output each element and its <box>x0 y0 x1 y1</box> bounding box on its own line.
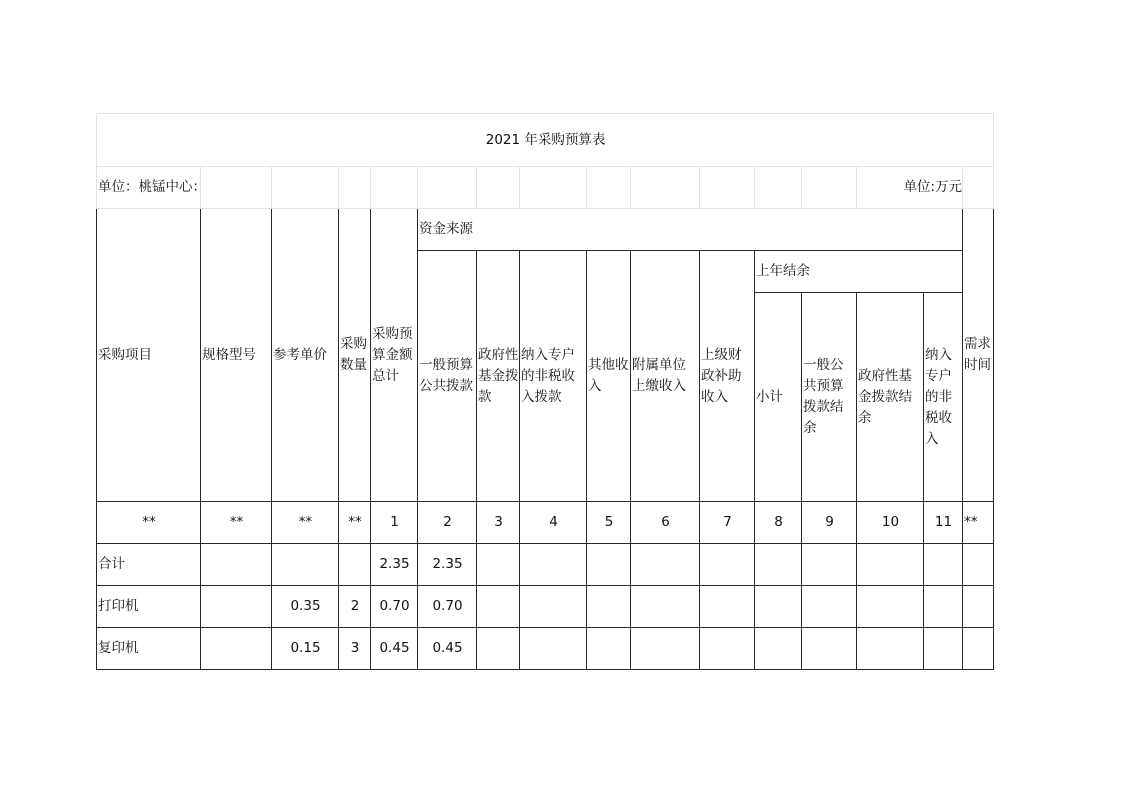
number-cell: 6 <box>631 502 700 544</box>
cell-total: 2.35 <box>371 544 418 586</box>
number-cell: ** <box>272 502 339 544</box>
cell-item: 合计 <box>97 544 201 586</box>
number-cell: 1 <box>371 502 418 544</box>
number-cell: 5 <box>587 502 631 544</box>
number-cell: 10 <box>857 502 924 544</box>
number-cell: 7 <box>700 502 755 544</box>
number-cell: 8 <box>755 502 802 544</box>
header-gov-fund-balance: 政府性基金拨款结余 <box>857 293 924 502</box>
cell-unit-price <box>272 544 339 586</box>
table-row <box>97 544 994 586</box>
header-gov-fund: 政府性基金拨款 <box>477 251 520 502</box>
cell-total: 0.70 <box>371 586 418 628</box>
number-cell: 9 <box>802 502 857 544</box>
header-other-income: 其他收入 <box>587 251 631 502</box>
number-cell: 11 <box>924 502 963 544</box>
table-row <box>97 586 994 628</box>
header-affiliated: 附属单位上缴收入 <box>631 251 700 502</box>
header-total: 采购预算金额总计 <box>371 209 418 502</box>
cell-general-budget: 0.70 <box>418 586 477 628</box>
header-fund-source: 资金来源 <box>418 209 963 251</box>
header-general-budget: 一般预算公共拨款 <box>418 251 477 502</box>
header-need-time: 需求时间 <box>963 209 994 502</box>
cell-spec <box>201 544 272 586</box>
unit-right-label: 单位:万元 <box>857 167 963 209</box>
header-spec: 规格型号 <box>201 209 272 502</box>
number-cell: ** <box>339 502 371 544</box>
cell-general-budget: 2.35 <box>418 544 477 586</box>
cell-unit-price: 0.35 <box>272 586 339 628</box>
cell-general-budget: 0.45 <box>418 628 477 670</box>
cell-qty: 3 <box>339 628 371 670</box>
number-cell: ** <box>201 502 272 544</box>
cell-unit-price: 0.15 <box>272 628 339 670</box>
header-unit-price: 参考单价 <box>272 209 339 502</box>
cell-total: 0.45 <box>371 628 418 670</box>
header-special-nontax: 纳入专户的非税收入拨款 <box>520 251 587 502</box>
header-qty: 采购数量 <box>339 209 371 502</box>
number-cell: 3 <box>477 502 520 544</box>
table-title: 2021 年采购预算表 <box>97 114 994 167</box>
cell-qty <box>339 544 371 586</box>
number-cell: ** <box>97 502 201 544</box>
header-prev-year: 上年结余 <box>755 251 963 293</box>
unit-left-label: 单位：桃锰中心： <box>97 167 201 209</box>
header-nontax-balance: 纳入专户的非税收入 <box>924 293 963 502</box>
budget-table <box>96 113 994 670</box>
header-subtotal: 小计 <box>755 293 802 502</box>
cell-item: 复印机 <box>97 628 201 670</box>
table-row <box>97 628 994 670</box>
cell-spec <box>201 586 272 628</box>
number-cell: ** <box>963 502 994 544</box>
number-cell: 2 <box>418 502 477 544</box>
header-general-public-balance: 一般公共预算拨款结余 <box>802 293 857 502</box>
header-superior-subsidy: 上级财政补助收入 <box>700 251 755 502</box>
cell-item: 打印机 <box>97 586 201 628</box>
number-cell: 4 <box>520 502 587 544</box>
cell-spec <box>201 628 272 670</box>
header-item: 采购项目 <box>97 209 201 502</box>
cell-qty: 2 <box>339 586 371 628</box>
